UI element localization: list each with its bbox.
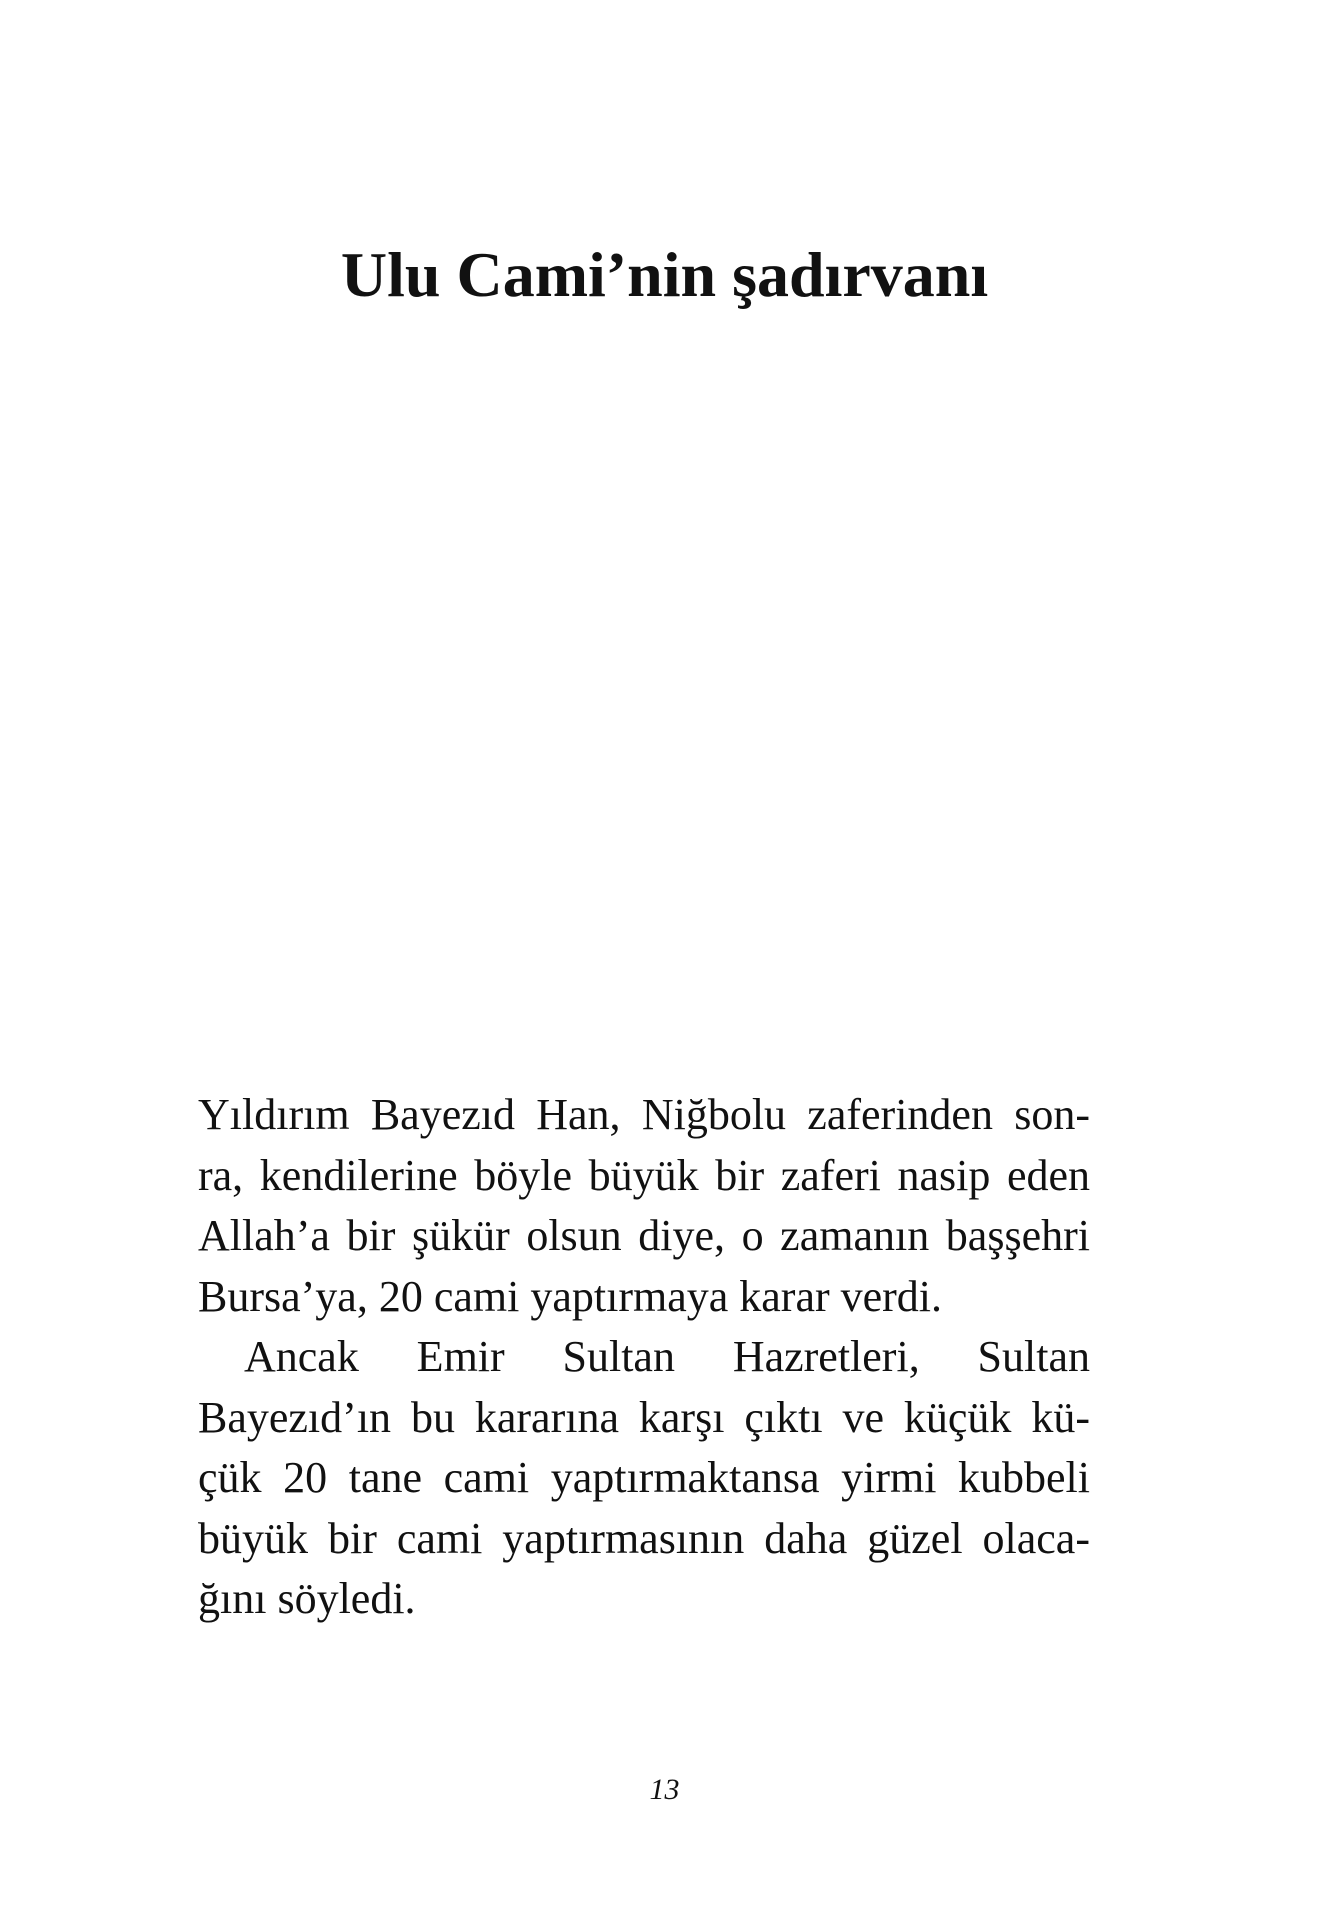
text-line: ğını söyledi. <box>198 1574 416 1623</box>
text-line: Allah’a bir şükür olsun diye, o zamanın başşehri <box>198 1211 1090 1260</box>
text-line: ra, kendilerine böyle büyük bir zaferi nasip eden <box>198 1150 1090 1200</box>
paragraph-1 <box>198 1085 1090 1327</box>
text-line: Bayezıd’ın bu kararına karşı çıktı ve küçük kü- <box>198 1392 1090 1442</box>
text-line: Ancak Emir Sultan Hazretleri, Sultan <box>244 1332 1090 1381</box>
page-number: 13 <box>649 1773 680 1806</box>
text-line: Bursa’ya, 20 cami yaptırmaya karar verdi. <box>198 1271 943 1321</box>
text-line: çük 20 tane cami yaptırmaktansa yirmi kubbeli <box>198 1453 1090 1502</box>
text-line: Yıldırım Bayezıd Han, Niğbolu zaferinden son- <box>198 1090 1090 1139</box>
paragraph-2 <box>198 1327 1090 1630</box>
body-text <box>198 1085 1090 1630</box>
page-title: Ulu Cami’nin şadırvanı <box>340 239 989 310</box>
text-line: büyük bir cami yaptırmasının daha güzel olaca- <box>198 1513 1090 1563</box>
